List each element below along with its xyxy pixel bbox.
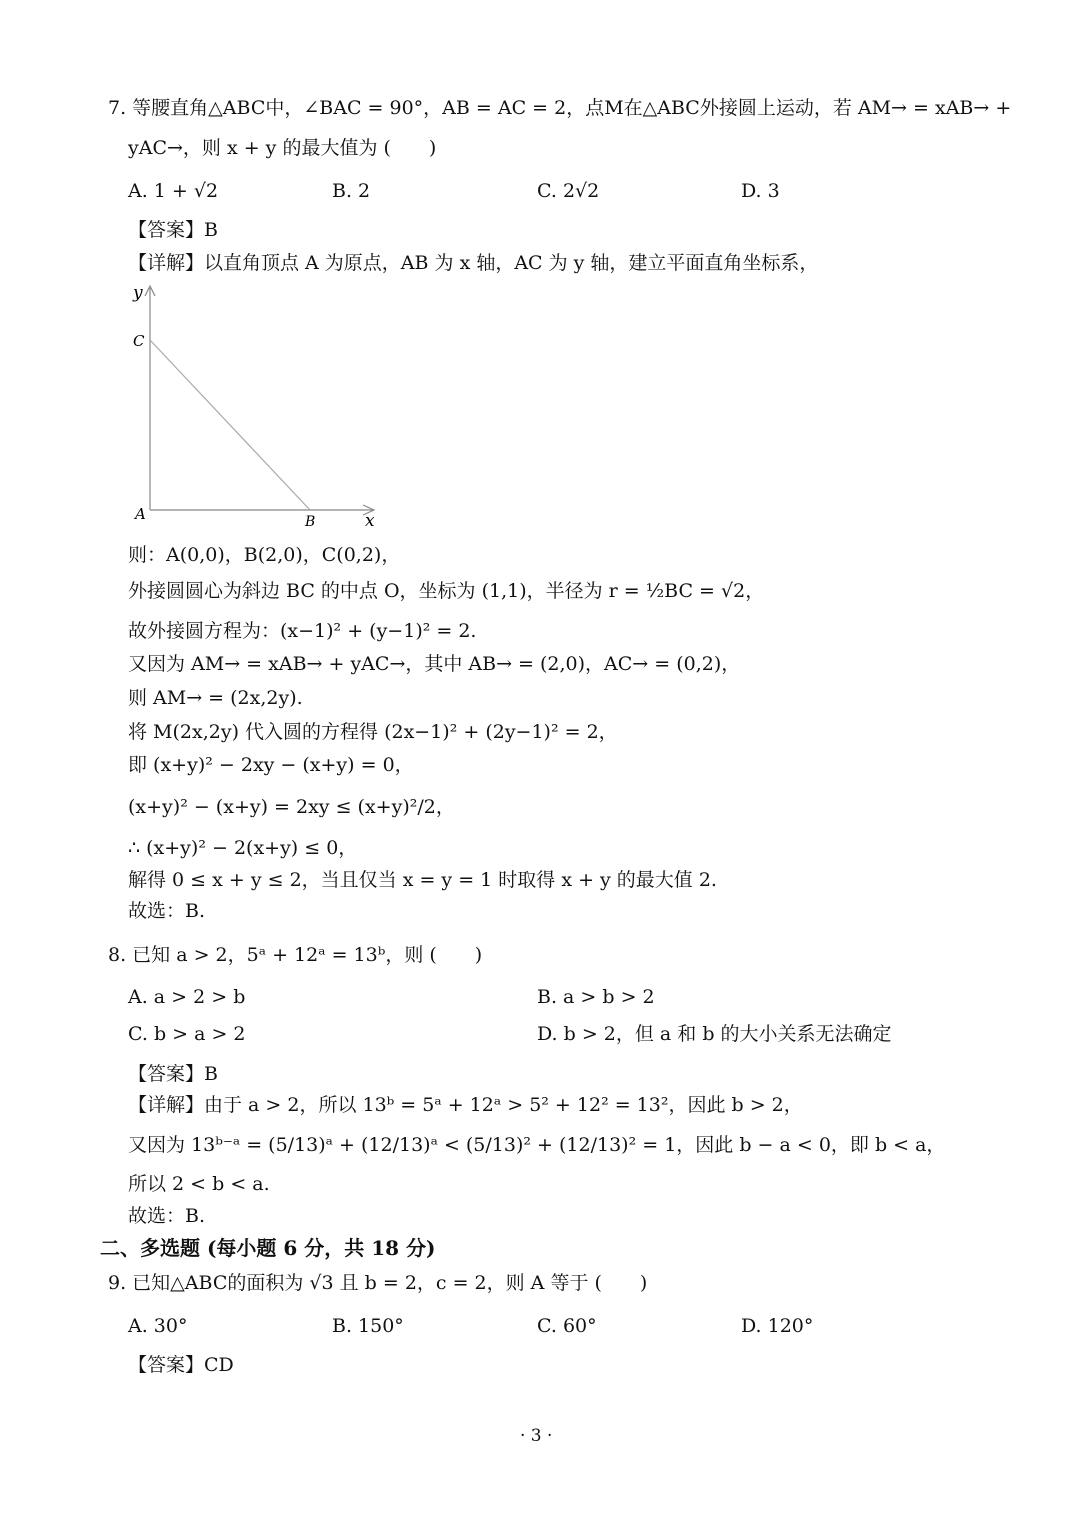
q7-option-a: A. 1 + √2 (128, 180, 219, 202)
q9-stem: 9. 已知△ABC的面积为 √3 且 b = 2，c = 2，则 A 等于 ( ) (108, 1272, 648, 1294)
label-a: A (135, 505, 146, 523)
page-number: · 3 · (520, 1426, 553, 1446)
q8-step-1: 【详解】由于 a > 2，所以 13ᵇ = 5ᵃ + 12ᵃ > 5² + 12² = 13²，因此 b > 2， (128, 1094, 803, 1116)
q8-step-2: 又因为 13ᵇ⁻ᵃ = (5/13)ᵃ + (12/13)ᵃ < (5/13)² + (12/13)² = 1，因此 b − a < 0，即 b < a， (128, 1134, 946, 1156)
label-x: x (365, 511, 375, 530)
q8-step-3: 所以 2 < b < a. (128, 1173, 270, 1195)
label-y: y (133, 283, 143, 303)
q7-option-b: B. 2 (332, 180, 371, 202)
q7-step-6: 将 M(2x,2y) 代入圆的方程得 (2x−1)² + (2y−1)² = 2， (128, 721, 618, 743)
q7-detail-intro: 【详解】以直角顶点 A 为原点，AB 为 x 轴，AC 为 y 轴，建立平面直角坐标系， (128, 252, 819, 274)
q7-stem-line2: yAC→，则 x + y 的最大值为 ( ) (128, 137, 437, 159)
q7-step-2: 外接圆圆心为斜边 BC 的中点 O，坐标为 (1,1)，半径为 r = ½BC = √2， (128, 580, 765, 602)
q7-coordinate-figure (125, 280, 385, 530)
q7-stem-line1: 7. 等腰直角△ABC中，∠BAC = 90°，AB = AC = 2，点M在△ABC外接圆上运动，若 AM→ = xAB→ + (108, 97, 1012, 119)
q8-option-c: C. b > a > 2 (128, 1023, 246, 1045)
q7-step-4: 又因为 AM→ = xAB→ + yAC→，其中 AB→ = (2,0)，AC→ = (0,2)， (128, 653, 741, 675)
q7-answer: 【答案】B (128, 219, 218, 241)
q9-option-c: C. 60° (537, 1315, 597, 1337)
q8-option-b: B. a > b > 2 (537, 986, 655, 1008)
section-2-heading: 二、多选题 (每小题 6 分，共 18 分) (100, 1236, 436, 1260)
q7-option-d: D. 3 (741, 180, 780, 202)
q7-step-10: 解得 0 ≤ x + y ≤ 2，当且仅当 x = y = 1 时取得 x + y 的最大值 2. (128, 869, 717, 891)
q8-option-d: D. b > 2，但 a 和 b 的大小关系无法确定 (537, 1023, 892, 1045)
q7-step-5: 则 AM→ = (2x,2y). (128, 687, 303, 709)
q7-step-9: ∴ (x+y)² − 2(x+y) ≤ 0， (128, 837, 358, 859)
q9-answer: 【答案】CD (128, 1354, 234, 1376)
q7-option-c: C. 2√2 (537, 180, 600, 202)
q8-stem: 8. 已知 a > 2，5ᵃ + 12ᵃ = 13ᵇ，则 ( ) (108, 944, 483, 966)
label-c: C (133, 332, 145, 350)
q7-step-1: 则：A(0,0)，B(2,0)，C(0,2)， (128, 544, 401, 566)
q7-step-8: (x+y)² − (x+y) = 2xy ≤ (x+y)²/2， (128, 796, 455, 818)
q8-answer: 【答案】B (128, 1063, 218, 1085)
q9-option-b: B. 150° (332, 1315, 404, 1337)
q8-step-4: 故选：B. (128, 1205, 206, 1227)
q7-step-11: 故选：B. (128, 900, 206, 922)
hypotenuse-bc (150, 340, 310, 510)
q9-option-d: D. 120° (741, 1315, 814, 1337)
label-b: B (305, 514, 316, 530)
q8-option-a: A. a > 2 > b (128, 986, 246, 1008)
q7-step-7: 即 (x+y)² − 2xy − (x+y) = 0， (128, 754, 414, 776)
q9-option-a: A. 30° (128, 1315, 188, 1337)
q7-step-3: 故外接圆方程为：(x−1)² + (y−1)² = 2. (128, 620, 477, 642)
